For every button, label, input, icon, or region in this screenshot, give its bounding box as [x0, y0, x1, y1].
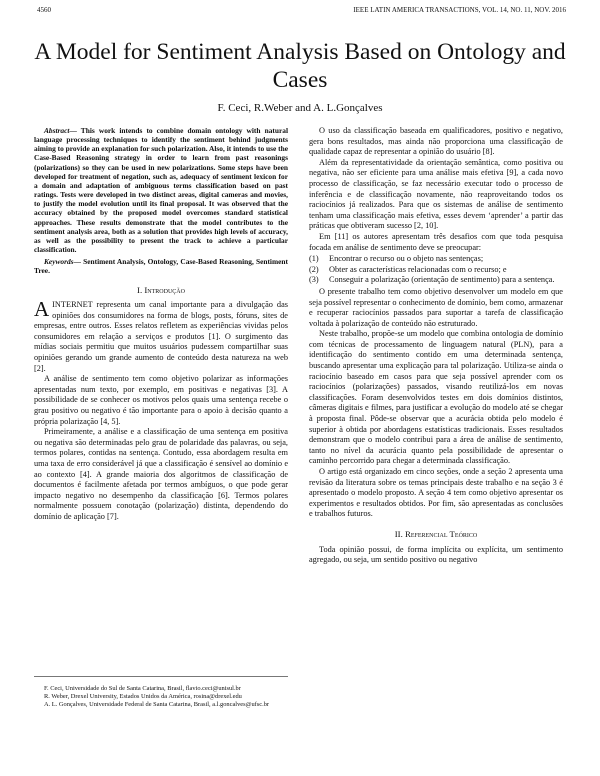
list-item-text: Obter as características relacionadas com o recurso; e — [329, 264, 507, 274]
right-paragraph-1: O uso da classificação baseada em qualificadores, positivo e negativo, gera bons resultados, mas ainda não proporciona uma classificação de qualidade capaz de representar a opinião do usuário [8]. — [309, 126, 563, 157]
running-header — [37, 6, 566, 18]
right-paragraph-3: Em [11] os autores apresentam três desafios com que toda pesquisa focada em análise de sentimento deve se preocupar: — [309, 231, 563, 252]
list-item — [309, 254, 563, 265]
right-paragraph-6: O artigo está organizado em cinco seções, onde a seção 2 apresenta uma revisão da literatura sobre os temas principais deste trabalho e na seção 3 é apresentado o modelo proposto. A seção 4 tem como objetivo apresentar os experimentos e resultados obtidos. Por fim, são apresentadas as conclusões e trabalhos futuros. — [309, 467, 563, 519]
right-paragraph-7: Toda opinião possui, de forma implícita ou explícita, um sentimento agregado, ou seja, um sentido positivo ou negativo — [309, 544, 563, 565]
challenge-list — [309, 254, 563, 286]
right-column — [309, 126, 563, 566]
intro-paragraph-1 — [34, 297, 288, 374]
list-item — [309, 275, 563, 286]
section-heading-introduction: I. Introdução — [137, 284, 185, 295]
right-paragraph-5: Neste trabalho, propõe-se um modelo que combina ontologia de domínio com técnicas de processamento de linguagem natural (PLN), para a identificação do sentimento contido em uma determinada sentença, buscando apresentar uma explicação para tal polarização. Utiliza-se ainda o raciocínio baseado em casos para que seja possível aprender com os raciocínios (polarizações) passados, visando reutilizá-los em novas classificações. Foram desenvolvidos testes em dois domínios distintos, câmeras digitais e filmes, para justificar a evolução do modelo até se chegar à proposta final. Pôde-se observar que a acurácia obtida pelo modelo é superior à obtida por abordagens estatísticas tradicionais. Esses resultados demonstram que o modelo contribui para a área de análise de sentimento, tanto no nível da acurácia quanto pela possibilidade de apresentar o caminho percorrido para chegar a determinada classificação. — [309, 329, 563, 466]
drop-cap: A — [34, 297, 50, 322]
list-item — [309, 265, 563, 276]
author-footnotes — [34, 676, 288, 709]
journal-name: IEEE LATIN AMERICA TRANSACTIONS, VOL. 14, NO. 11, NOV. 2016 — [353, 6, 566, 14]
keywords-text: Sentiment Analysis, Ontology, Case-Based Reasoning, Sentiment Tree. — [34, 257, 288, 276]
paper-authors: F. Ceci, R.Weber and A. L.Gonçalves — [217, 102, 383, 114]
list-item-number: (2) — [309, 264, 319, 274]
list-item-text: Encontrar o recurso ou o objeto nas sentenças; — [329, 254, 484, 264]
intro-paragraph-3: Primeiramente, a análise e a classificação de uma sentença em positiva ou negativa são determinadas pelo grau de polaridade das palavras, ou seja, termos polares, contidas na sentença. Contudo, essa abordagem resulta em uma taxa de erro considerável já que a classificação é sensível ao domínio e ao contexto [4]. A grande maioria dos algoritmos de classificação de documentos é facilmente afetada por termos ambíguos, o que pode gerar impacto negativo no desempenho da classificação [6]. Termos polares normalmente possuem conotação (polarização) distinta, dependendo do domínio de aplicação [7]. — [34, 427, 288, 521]
abstract-label: Abstract— — [44, 126, 77, 135]
keywords — [34, 257, 288, 275]
paper-title: A Model for Sentiment Analysis Based on Ontology and Cases — [34, 39, 566, 93]
right-paragraph-4: O presente trabalho tem como objetivo desenvolver um modelo em que seja possível representar o conhecimento de domínio, bem como, armazenar e recuperar raciocínios passados para suportar a tarefa de classificação voltada à polarização de conteúdo não estruturado. — [309, 286, 563, 328]
abstract — [34, 126, 288, 254]
keywords-label: Keywords— — [44, 257, 81, 267]
right-paragraph-2: Além da representatividade da orientação semântica, como positiva ou negativa, não ser eficiente para uma análise mais efetiva [9], a cada novo processo de classificação, se faz necessário executar todo o processo de inferência e de classificação novamente, não reaproveitando todos os raciocínios já realizados. Para que os sistemas de análise de sentimento tenham uma classificação mais efetiva, esses devem ‘aprender’ a partir das práticas que obtiveram sucesso [2, 10]. — [309, 157, 563, 231]
left-column — [34, 126, 288, 523]
footnote-2: R. Weber, Drexel University, Estados Unidos da América, rosina@drexel.edu — [44, 693, 242, 701]
list-item-number: (1) — [309, 254, 319, 264]
section-heading-referencial: II. Referencial Teórico — [394, 528, 478, 539]
intro-paragraph-2: A análise de sentimento tem como objetivo polarizar as informações apresentadas num texto, por exemplo, em positivas e negativas [3]. A possibilidade de se conhecer os motivos pelos quais uma sentença recebe o grau positivo ou negativo é tão importante para o apoio à decisão quanto a própria polarização [4, 5]. — [34, 374, 288, 426]
list-item-number: (3) — [309, 275, 319, 285]
list-item-text: Conseguir a polarização (orientação de sentimento) para a sentença. — [329, 275, 555, 285]
footnote-1: F. Ceci, Universidade do Sul de Santa Catarina, Brasil, flavio.ceci@unisul.br — [44, 685, 241, 692]
intro-paragraph-1-text: INTERNET representa um canal importante para a divulgação das opiniões dos consumidores na forma de blogs, posts, fóruns, sites de empresas, entre outros. Esses relatos refletem as experiências vividas pelos consumidores em relação a serviços e produtos [1]. O surgimento das mídias sociais permitiu que muitos usuários pudessem compartilhar suas opiniões gerando um grande aumento de conteúdo desta natureza na web [2]. — [34, 300, 288, 373]
page-number: 4560 — [37, 6, 51, 14]
footnote-3: A. L. Gonçalves, Universidade Federal de Santa Catarina, Brasil, a.l.goncalves@ufsc.br — [44, 701, 270, 709]
abstract-text: This work intends to combine domain ontology with natural language processing techniques to identify the sentiment behind judgments aiming to provide an explanation for such polarization. Also, it intends to use the Case-Based Reasoning strategy in order to learn from past reasonings (polarizations) so they can be used in new polarizations. Some steps have been developed for treatment of negation, such as, adequacy of sentiment lexicon for a domain and adaptation of ambiguous terms classification based on past ratings. Tests were developed in two distinct areas, digital cameras and movies, to justify the model evolution until its final proposal. It was observed that the accuracy obtained by the proposed model overcomes standard statistical approaches. These results demonstrate that the model contributes to the sentiment analysis area, both as a solution that provides high levels of accuracy, as well as the possibility to present the track to achieve a particular classification. — [34, 126, 288, 255]
